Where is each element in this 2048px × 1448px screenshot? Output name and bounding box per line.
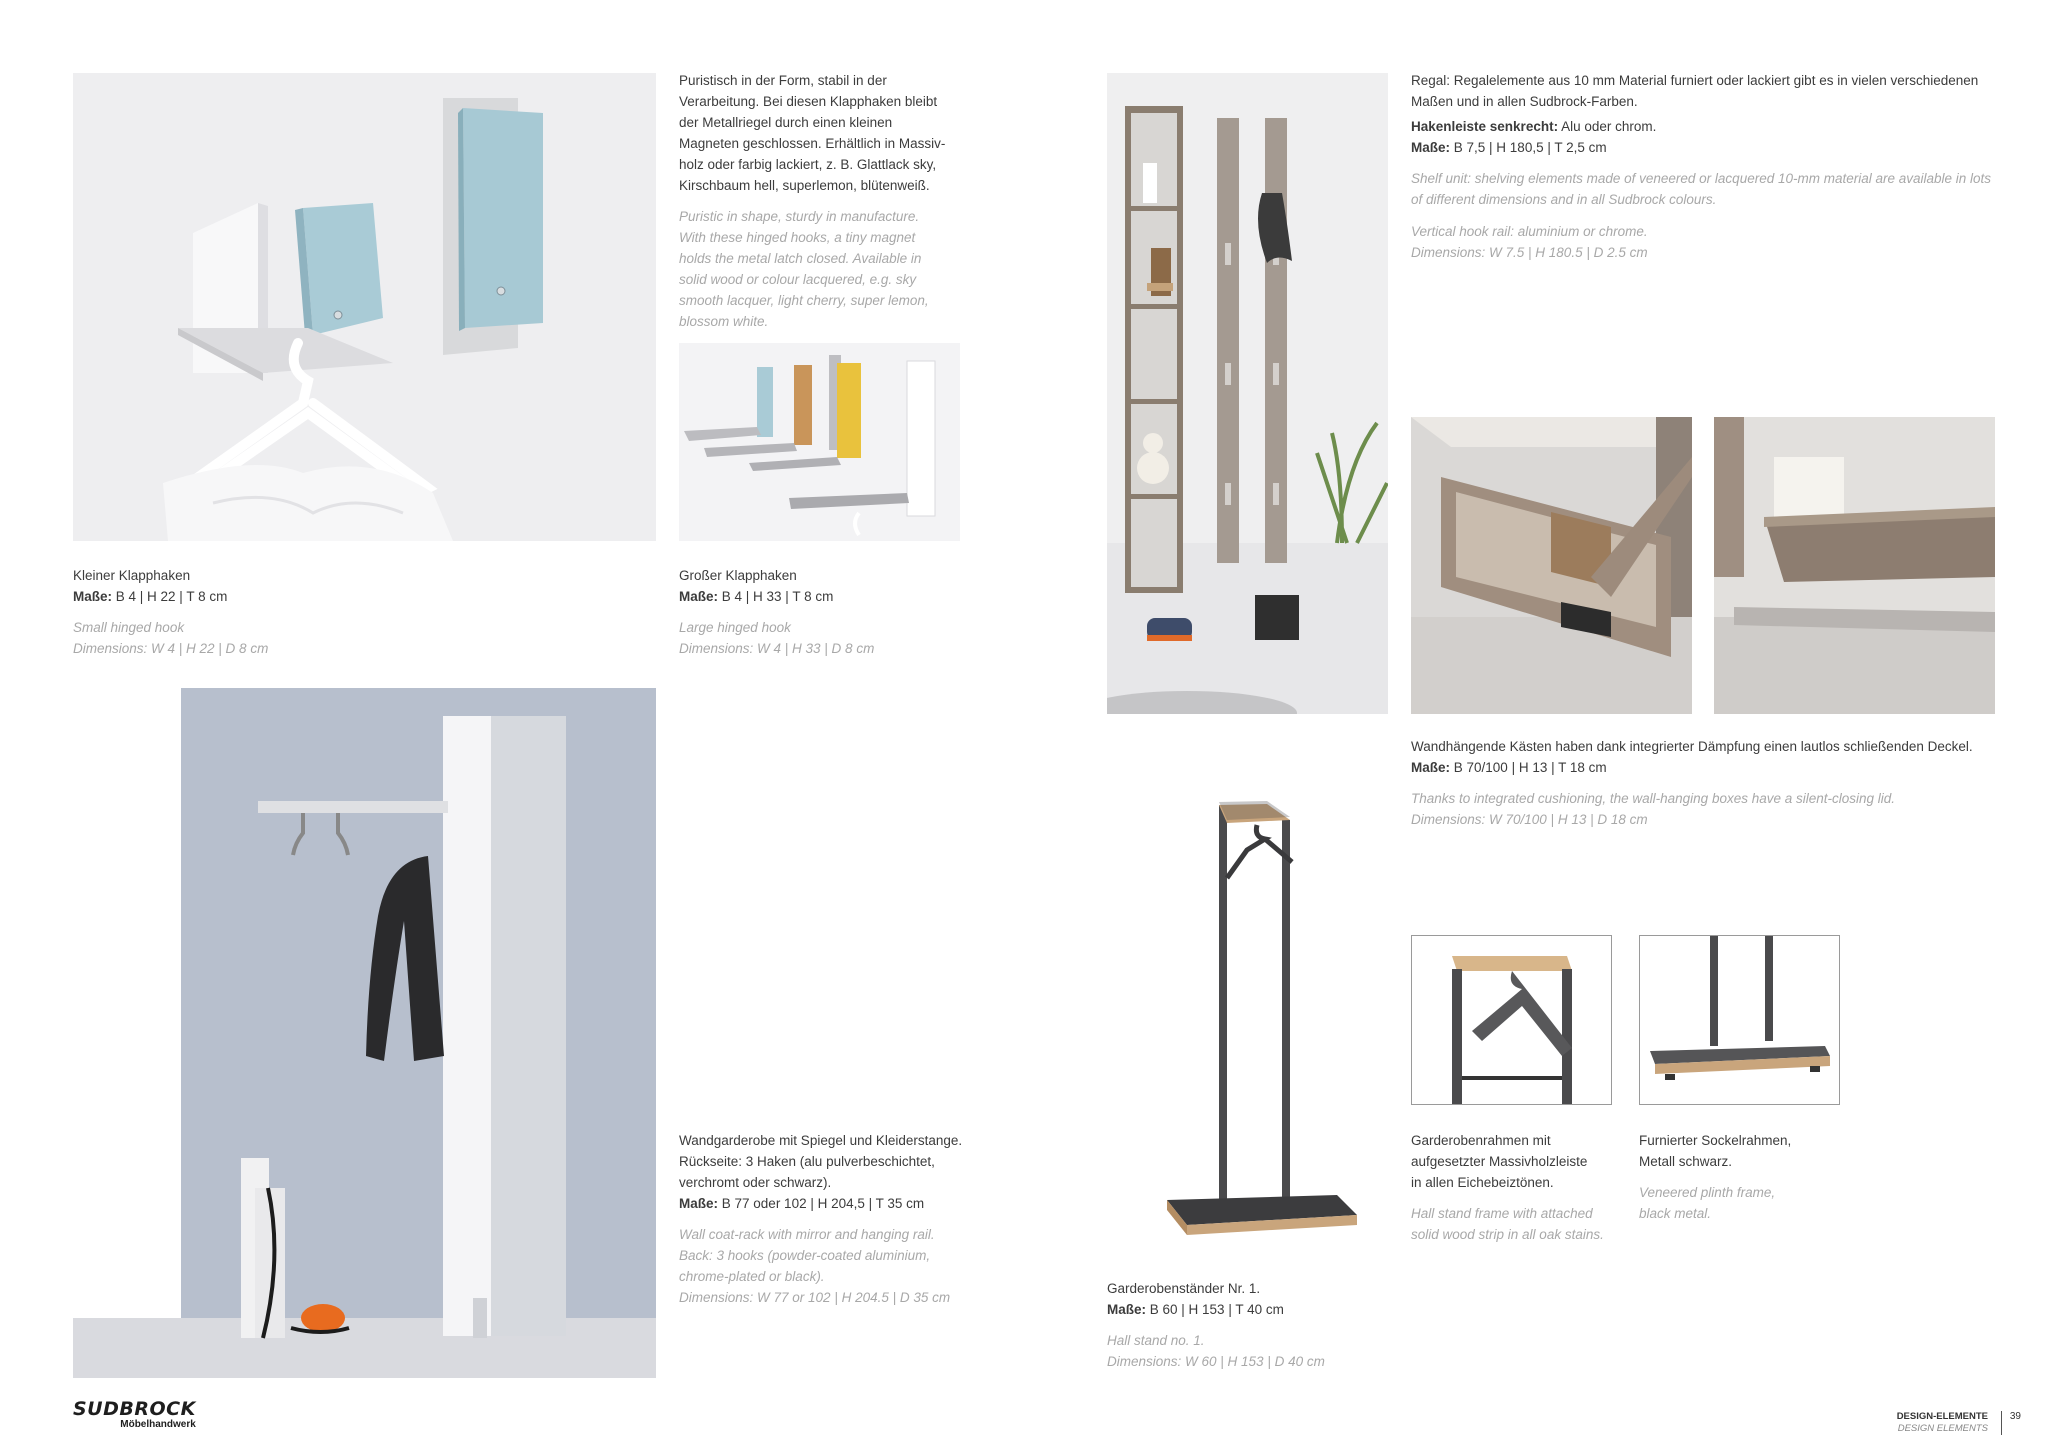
brand-name: SUDBROCK (73, 1398, 196, 1420)
text-line: holz oder farbig lackiert, z. B. Glattlack sky, (679, 157, 937, 172)
text-line: verchromt oder schwarz). (679, 1175, 832, 1190)
dims-label: Maße: (1411, 760, 1451, 775)
text-line-en: Dimensions: W 77 or 102 | H 204.5 | D 35 cm (679, 1290, 951, 1305)
text-line: aufgesetzter Massivholzleiste (1411, 1154, 1588, 1169)
text-line: Furnierter Sockelrahmen, (1639, 1133, 1792, 1148)
dims-label: Maße: (679, 589, 719, 604)
product-dimensions-en: Dimensions: W 4 | H 22 | D 8 cm (73, 641, 269, 656)
text-line-en: Puristic in shape, sturdy in manufacture. (679, 209, 920, 224)
text-line: Garderobenrahmen mit (1411, 1133, 1551, 1148)
text-line: Puristisch in der Form, stabil in der (679, 73, 887, 88)
text-line-en: blossom white. (679, 314, 769, 329)
text-line-en: smooth lacquer, light cherry, super lemon, (679, 293, 929, 308)
caption-shelf-unit (1411, 70, 2011, 263)
product-name-en: Small hinged hook (73, 620, 185, 635)
text-line: Kirschbaum hell, superlemon, blütenweiß. (679, 178, 930, 193)
dims-label: Maße: (73, 589, 113, 604)
photo-plinth-detail (1639, 935, 1840, 1105)
product-dimensions (1107, 1299, 1407, 1320)
caption-large-hinged-hook (679, 565, 979, 659)
product-name: Großer Klapphaken (679, 568, 797, 583)
product-dimensions-en: Dimensions: W 70/100 | H 13 | D 18 cm (1411, 812, 1648, 827)
text-line-en: Veneered plinth frame, (1639, 1185, 1776, 1200)
photo-wall-box-closed (1714, 417, 1995, 714)
caption-wall-coat-rack (679, 1130, 999, 1308)
text-line: Maßen und in allen Sudbrock-Farben. (1411, 94, 1638, 109)
caption-plinth-frame (1639, 1130, 1849, 1224)
text-line-en: black metal. (1639, 1206, 1712, 1221)
product-name-en: Large hinged hook (679, 620, 791, 635)
text-line-en: Thanks to integrated cushioning, the wall-hanging boxes have a silent-closing lid. (1411, 791, 1896, 806)
dims-value: B 60 | H 153 | T 40 cm (1146, 1302, 1284, 1317)
hook-rail-text: Alu oder chrom. (1558, 119, 1657, 134)
product-dimensions (679, 586, 979, 607)
photo-hall-stand (1107, 790, 1388, 1240)
text-line-en: chrome-plated or black). (679, 1269, 825, 1284)
hook-rail-label: Hakenleiste senkrecht: (1411, 119, 1559, 134)
product-name: Kleiner Klapphaken (73, 568, 191, 583)
product-dimensions (679, 1193, 999, 1214)
text-line-en: With these hinged hooks, a tiny magnet (679, 230, 916, 245)
brand-tagline: Möbelhandwerk (120, 1419, 196, 1430)
photo-shelf-and-hook-rail (1107, 73, 1388, 714)
dims-value: B 4 | H 22 | T 8 cm (112, 589, 228, 604)
hook-rail-line (1411, 116, 2011, 137)
text-line: Magneten geschlossen. Erhältlich in Massiv- (679, 136, 946, 151)
text-line: Verarbeitung. Bei diesen Klapphaken bleibt (679, 94, 938, 109)
text-line: Wandhängende Kästen haben dank integrierter Dämpfung einen lautlos schließenden Deckel. (1411, 739, 1973, 754)
text-line: Rückseite: 3 Haken (alu pulverbeschichtet, (679, 1154, 935, 1169)
text-line: in allen Eichebeiztönen. (1411, 1175, 1554, 1190)
photo-wall-wardrobe (73, 688, 656, 1378)
text-line: Wandgarderobe mit Spiegel und Kleiderstange. (679, 1133, 963, 1148)
dims-value: B 4 | H 33 | T 8 cm (718, 589, 834, 604)
product-dimensions (1411, 137, 2011, 158)
text-line-en: solid wood strip in all oak stains. (1411, 1227, 1604, 1242)
caption-hall-stand-frame (1411, 1130, 1621, 1245)
dims-value: B 77 oder 102 | H 204,5 | T 35 cm (718, 1196, 925, 1211)
text-line-en: of different dimensions and in all Sudbrock colours. (1411, 192, 1717, 207)
product-dimensions (1411, 757, 2011, 778)
photo-hinged-hooks (73, 73, 656, 541)
klapphaken-description (679, 70, 979, 332)
text-line-en: solid wood or colour lacquered, e.g. sky (679, 272, 917, 287)
text-line-en: Hall stand no. 1. (1107, 1333, 1205, 1348)
photo-wall-box-open (1411, 417, 1692, 714)
text-line-en: Hall stand frame with attached (1411, 1206, 1593, 1221)
text-line-en: Shelf unit: shelving elements made of veneered or lacquered 10-mm material are available in lots (1411, 171, 1992, 186)
dims-label: Maße: (679, 1196, 719, 1211)
text-line-en: Wall coat-rack with mirror and hanging rail. (679, 1227, 935, 1242)
text-line: Metall schwarz. (1639, 1154, 1733, 1169)
caption-small-hinged-hook (73, 565, 393, 659)
text-line-en: Back: 3 hooks (powder-coated aluminium, (679, 1248, 931, 1263)
caption-hall-stand (1107, 1278, 1407, 1372)
product-dimensions-en: Dimensions: W 4 | H 33 | D 8 cm (679, 641, 875, 656)
dims-value: B 7,5 | H 180,5 | T 2,5 cm (1450, 140, 1607, 155)
product-dimensions (73, 586, 393, 607)
text-line-en: Dimensions: W 60 | H 153 | D 40 cm (1107, 1354, 1325, 1369)
text-line-en: Dimensions: W 7.5 | H 180.5 | D 2.5 cm (1411, 245, 1648, 260)
text-line: der Metallriegel durch einen kleinen (679, 115, 893, 130)
photo-frame-detail (1411, 935, 1612, 1105)
dims-label: Maße: (1107, 1302, 1147, 1317)
dims-label: Maße: (1411, 140, 1451, 155)
text-line-en: Vertical hook rail: aluminium or chrome. (1411, 224, 1648, 239)
photo-hooks-row (679, 343, 960, 541)
section-label-de: DESIGN-ELEMENTE (1896, 1411, 1988, 1422)
product-name: Garderobenständer Nr. 1. (1107, 1281, 1261, 1296)
section-label-en: DESIGN ELEMENTS (1897, 1423, 1988, 1434)
caption-wall-boxes (1411, 736, 2011, 830)
text-line-en: holds the metal latch closed. Available in (679, 251, 922, 266)
brand-logo (73, 1399, 196, 1431)
page-number: 39 (2001, 1411, 2021, 1435)
text-line: Regal: Regalelemente aus 10 mm Material furniert oder lackiert gibt es in vielen verschiedenen (1411, 73, 1979, 88)
dims-value: B 70/100 | H 13 | T 18 cm (1450, 760, 1607, 775)
section-label (1897, 1411, 1988, 1435)
